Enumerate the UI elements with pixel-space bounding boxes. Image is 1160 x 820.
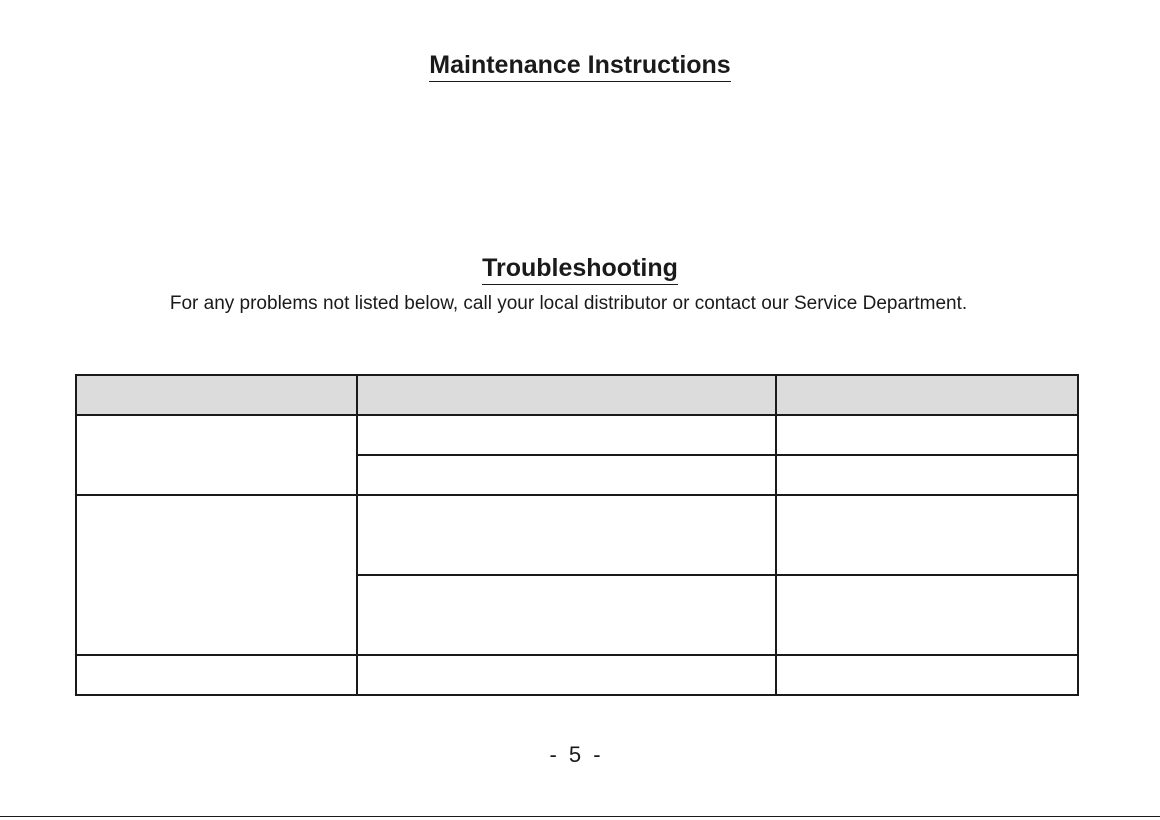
troubleshooting-table bbox=[75, 374, 1079, 696]
table-row bbox=[76, 415, 1078, 455]
cause-cell bbox=[357, 575, 776, 655]
header-cell-problem bbox=[76, 375, 357, 415]
solution-cell bbox=[776, 495, 1078, 575]
header-cell-solution bbox=[776, 375, 1078, 415]
table-row bbox=[76, 495, 1078, 575]
problem-cell bbox=[76, 655, 357, 695]
bottom-divider bbox=[0, 816, 1160, 817]
solution-cell bbox=[776, 575, 1078, 655]
intro-text: For any problems not listed below, call your local distributor or contact our Service Department. bbox=[169, 293, 968, 314]
table-row bbox=[76, 655, 1078, 695]
section-title-text: Troubleshooting bbox=[482, 253, 678, 285]
cause-cell bbox=[357, 495, 776, 575]
cause-cell bbox=[357, 415, 776, 455]
problem-cell bbox=[76, 415, 357, 495]
solution-cell bbox=[776, 655, 1078, 695]
page-title bbox=[0, 50, 1160, 82]
solution-cell bbox=[776, 415, 1078, 455]
problem-cell bbox=[76, 495, 357, 655]
cause-cell bbox=[357, 455, 776, 495]
page-title-text: Maintenance Instructions bbox=[429, 50, 730, 82]
page-number: - 5 - bbox=[549, 742, 601, 767]
header-cell-cause bbox=[357, 375, 776, 415]
cause-cell bbox=[357, 655, 776, 695]
table-header-row bbox=[76, 375, 1078, 415]
section-title bbox=[0, 253, 1160, 285]
solution-cell bbox=[776, 455, 1078, 495]
